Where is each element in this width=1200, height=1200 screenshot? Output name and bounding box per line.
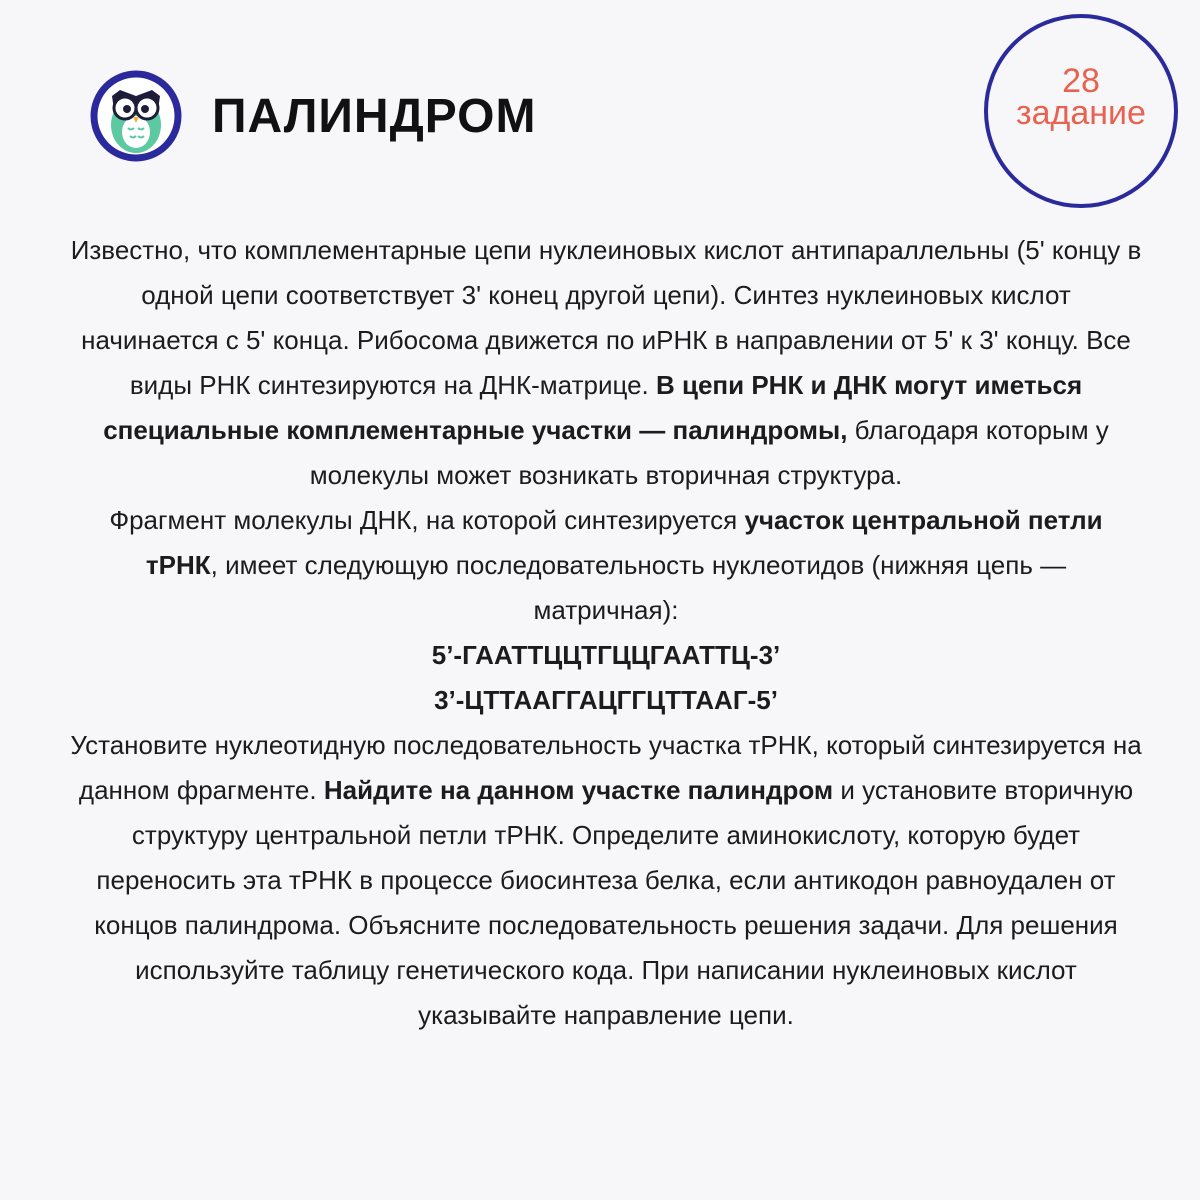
sequence-line-1: 5’-ГААТТЦЦТГЦЦГААТТЦ-3’ <box>431 640 781 670</box>
fragment-text: Фрагмент молекулы ДНК, на которой синтезируется <box>109 505 745 535</box>
sequence-line-2: 3’-ЦТТААГГАЦГГЦТТААГ-5’ <box>434 685 778 715</box>
paragraph-fragment <box>70 498 1142 633</box>
task-text-start: Установите нуклеотидную последовательность участка тРНК, который синтезируется на данном фрагменте. <box>70 730 1142 805</box>
paragraph-intro <box>70 228 1142 498</box>
task-number-badge <box>984 14 1178 208</box>
intro-text-end: благодаря которым у молекулы может возникать вторичная структура. <box>309 415 1109 490</box>
fragment-bold-text: участок центральной петли тРНК <box>145 505 1103 580</box>
badge-number: 28 <box>1062 62 1100 100</box>
intro-bold-text: В цепи РНК и ДНК могут иметься специальные комплементарные участки — палиндромы, <box>103 370 1083 445</box>
page-title: ПАЛИНДРОМ <box>212 89 537 143</box>
task-bold-text: Найдите на данном участке палиндром <box>323 775 834 805</box>
fragment-text-end: , имеет следующую последовательность нуклеотидов (нижняя цепь — матричная): <box>210 550 1067 625</box>
owl-logo-icon <box>90 70 182 162</box>
header <box>90 70 537 162</box>
paragraph-task <box>70 723 1142 1038</box>
task-text <box>70 228 1142 1038</box>
task-text-end: и установите вторичную структуру центральной петли тРНК. Определите аминокислоту, которую будет переносить эта тРНК в процессе биосинтеза белка, если антикодон равноудален от концов палиндрома. Объясните последовательность решения задачи. Для решения используйте таблицу генетического кода. При написании нуклеиновых кислот указывайте направление цепи. <box>94 775 1134 1030</box>
intro-text: Известно, что комплементарные цепи нуклеиновых кислот антипараллельны (5' концу в одной цепи соответствует 3' конец другой цепи). Синтез нуклеиновых кислот начинается с 5' конца. Рибосома движется по иРНК в направлении от 5' к 3' концу. Все виды РНК синтезируются на ДНК-матрице. <box>70 235 1142 400</box>
badge-label: задание <box>1016 94 1146 132</box>
